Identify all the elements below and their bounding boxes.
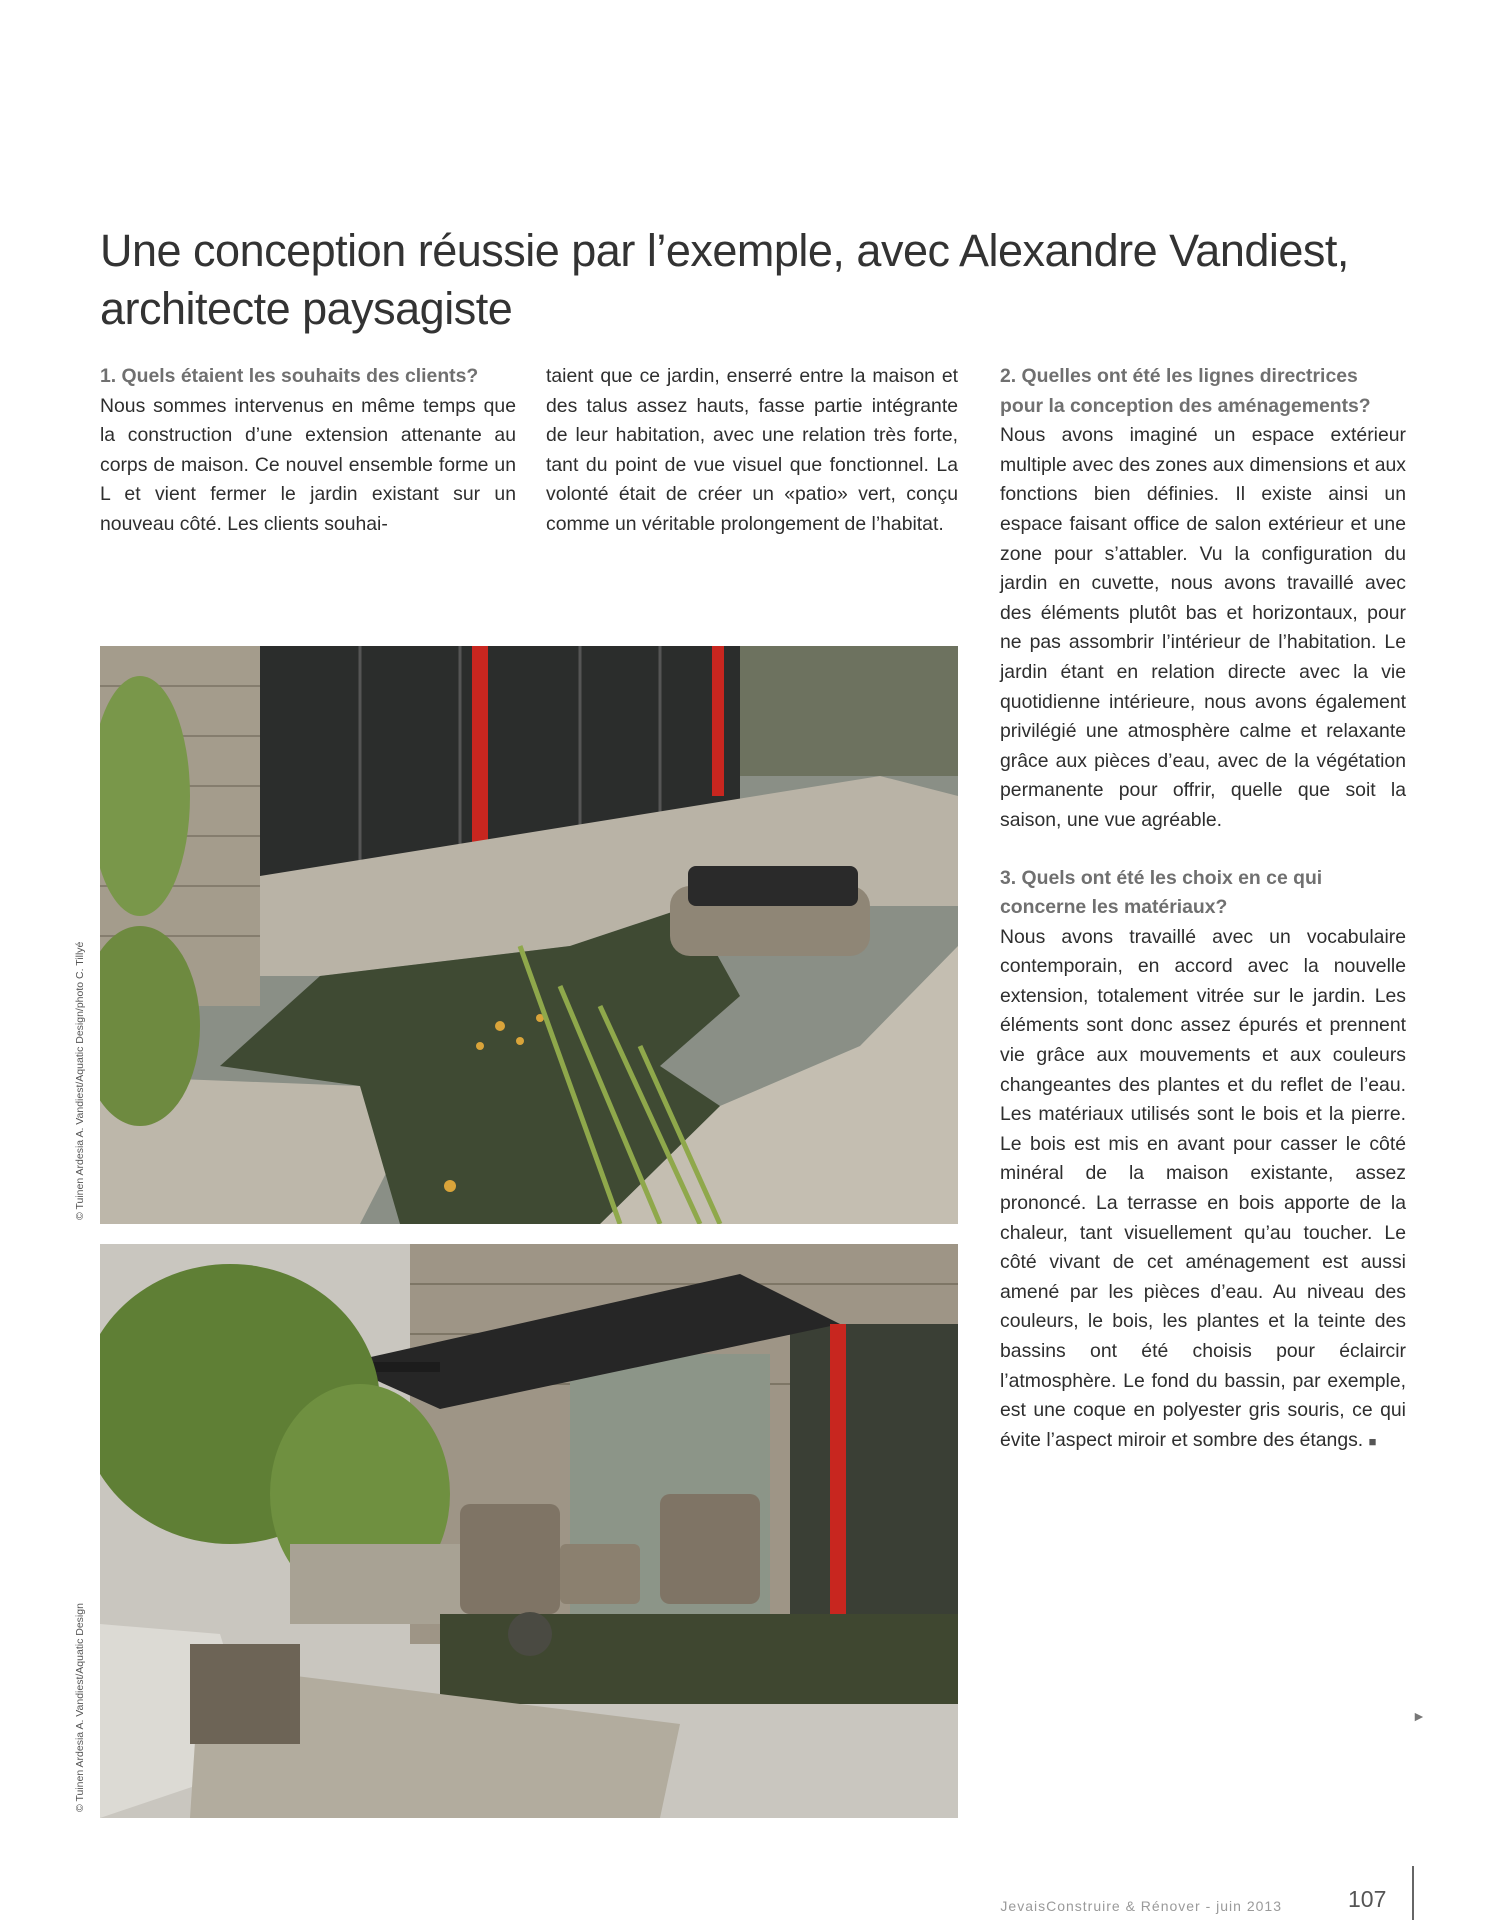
photo-credit-1: © Tuinen Ardesia A. Vandiest/Aquatic Design/photo C. Tillyé xyxy=(74,941,86,1220)
article-column-2 xyxy=(546,362,958,540)
question-1-text-part-2: taient que ce jardin, enserré entre la maison et des talus assez hauts, fasse partie intégrante de leur habitation, avec une relation très forte, tant du point de vue visuel que fonctionnel. La volonté était de créer un «patio» vert, conçu comme un véritable prolongement de l’habitat. xyxy=(546,365,958,535)
end-mark-icon: ■ xyxy=(1368,1433,1377,1449)
terrace-awning-photo xyxy=(100,1244,958,1818)
page-number: 107 xyxy=(1348,1886,1387,1912)
question-3-body: Nous avons travaillé avec un vocabulaire contemporain, en accord avec la nouvelle extension, totalement vitrée sur le jardin. Les éléments sont donc assez épurés et prennent vie grâce aux mouvements et aux couleurs changeantes des plantes et du reflet de l’eau. Les matériaux utilisés sont le bois et la pierre. Le bois est mis en avant pour casser le côté minéral de la maison existante, assez prononcé. La terrasse en bois apporte de la chaleur, tant visuellement qu’au toucher. Le côté vivant de cet aménagement est aussi amené par les pièces d’eau. Au niveau des couleurs, le bois, les plantes et la teinte des bassins ont été choisis pour éclaircir l’atmosphère. Le fond du bassin, par exemple, est une coque en polyester gris souris, ce qui évite l’aspect miroir et sombre des étangs. xyxy=(1000,925,1406,1451)
terrace-awning-illustration xyxy=(100,1244,958,1818)
question-1-text-part-1: Nous sommes intervenus en même temps que la construction d’une extension attenante au corps de maison. Ce nouvel ensemble forme un L et vient fermer le jardin existant sur un nouveau côté. Les clients souhai- xyxy=(100,394,516,535)
garden-pond-photo xyxy=(100,646,958,1224)
question-2-heading: 2. Quelles ont été les lignes directrices pour la conception des aménagements? xyxy=(1000,365,1371,417)
article-title: Une conception réussie par l’exemple, avec Alexandre Vandiest, architecte paysagiste xyxy=(100,225,1349,334)
publication-footer: JevaisConstruire & Rénover - juin 2013 xyxy=(1000,1898,1282,1914)
continue-arrow-icon: ► xyxy=(1412,1708,1426,1724)
article-column-3 xyxy=(1000,362,1406,1456)
question-3-heading: 3. Quels ont été les choix en ce qui concerne les matériaux? xyxy=(1000,866,1323,919)
photo-credit-2: © Tuinen Ardesia A. Vandiest/Aquatic Design xyxy=(74,1603,86,1812)
page-divider xyxy=(1412,1866,1414,1920)
garden-pond-illustration xyxy=(100,646,958,1224)
question-3-text xyxy=(1000,923,1406,1457)
question-2-text: Nous avons imaginé un espace extérieur multiple avec des zones aux dimensions et aux fonctions bien définies. Il existe ainsi un espace faisant office de salon extérieur et une zone pour s’attabler. Vu la configuration du jardin en cuvette, nous avons travaillé avec des éléments plutôt bas et horizontaux, pour ne pas assombrir l’intérieur de l’habitation. Le jardin étant en relation directe avec la vie quotidienne intérieure, nous avons également privilégié une atmosphère calme et relaxante grâce aux pièces d’eau, avec de la végétation permanente pour offrir, quelle que soit la saison, une vue agréable. xyxy=(1000,424,1406,831)
question-1-heading: 1. Quels étaient les souhaits des clients? xyxy=(100,365,479,387)
article-column-1 xyxy=(100,362,516,540)
